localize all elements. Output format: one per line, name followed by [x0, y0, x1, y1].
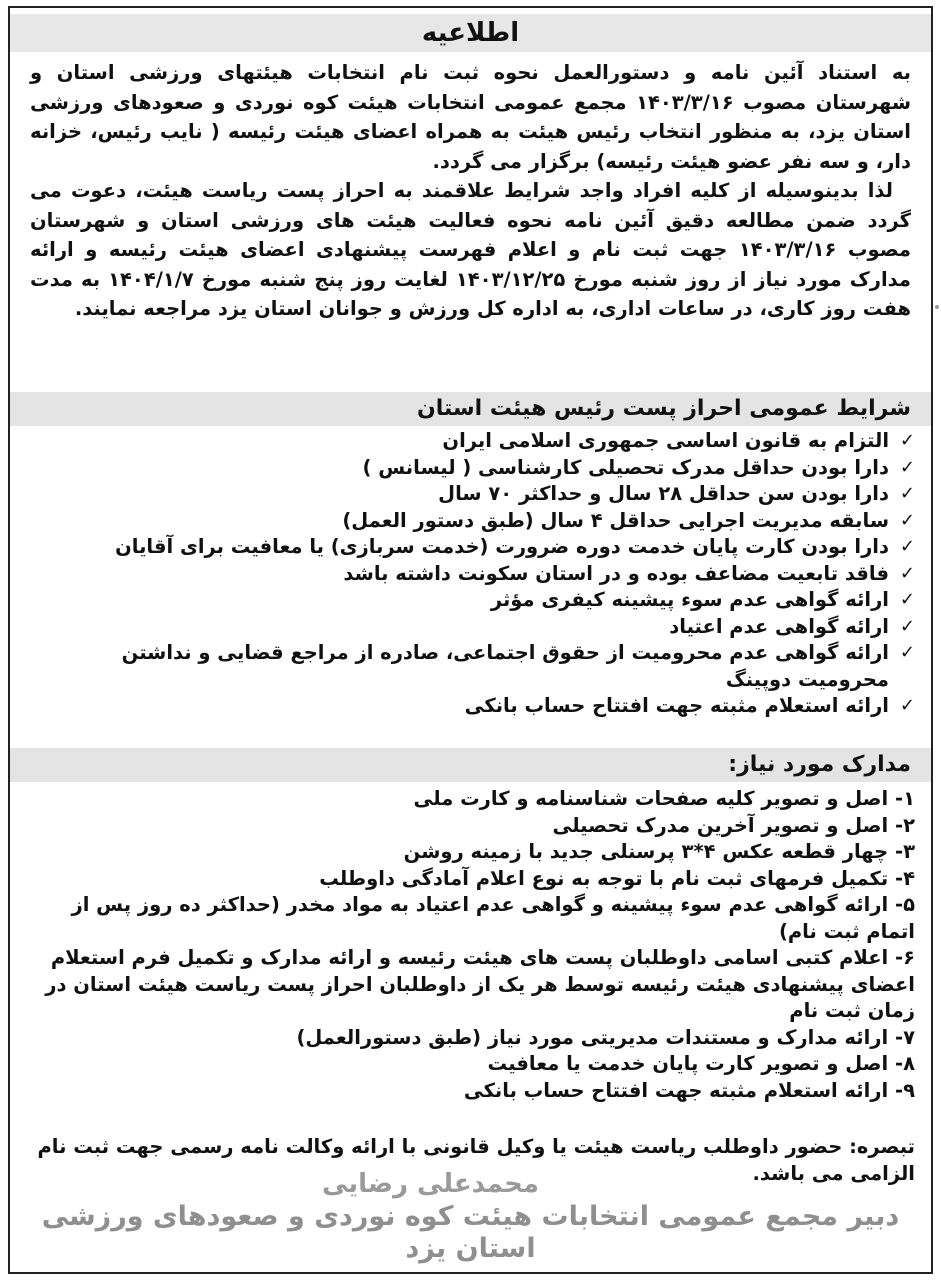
check-icon: ✓: [899, 536, 915, 557]
condition-item: [24, 508, 915, 535]
check-icon: ✓: [899, 642, 915, 663]
document-item: ۹- ارائه استعلام مثبته جهت افتتاح حساب بانکی: [463, 1078, 915, 1102]
condition-item: [24, 640, 915, 693]
condition-item: [24, 587, 915, 614]
condition-text: فاقد تابعیت مضاعف بوده و در استان سکونت داشته باشد: [343, 561, 889, 585]
condition-text: ارائه استعلام مثبته جهت افتتاح حساب بانکی: [464, 694, 889, 717]
condition-item: [24, 561, 915, 588]
condition-item: [24, 455, 915, 482]
document-item: ۶- اعلام کتبی اسامی داوطلبان پست های هیئت رئیسه و ارائه مدارک و تکمیل فرم استعلام اعضای پیشنهادی هیئت رئیسه توسط هر یک از داوطلبان احراز پست ریاست هیئت استان در زمان ثبت نام: [45, 946, 915, 1022]
conditions-header: [10, 392, 931, 426]
signature-name: محمدعلی رضایی: [322, 1169, 539, 1199]
title-bar: [10, 14, 931, 52]
conditions-title: شرایط عمومی احراز پست رئیس هیئت استان: [416, 396, 911, 421]
signature-role: دبیر مجمع عمومی انتخابات هیئت کوه نوردی و صعودهای ورزشی استان یزد: [41, 1201, 900, 1264]
intro-paragraph-1: به استناد آئین نامه و دستورالعمل نحوه ثبت نام انتخابات هیئتهای ورزشی استان و شهرستان مصوب ۱۴۰۳/۳/۱۶ مجمع عمومی انتخابات هیئت کوه نوردی و صعودهای ورزشی استان یزد، به منظور انتخاب رئیس هیئت به همراه اعضای هیئت رئیسه ( نایب رئیس، خزانه دار، و سه نفر عضو هیئت رئیسه) برگزار می گردد.: [30, 61, 911, 173]
condition-text: دارا بودن کارت پایان خدمت دوره ضرورت (خدمت سربازی) یا معافیت برای آقایان: [115, 535, 889, 558]
condition-item: [24, 534, 915, 561]
condition-item: [24, 428, 915, 455]
check-icon: ✓: [899, 456, 915, 478]
intro-text: [30, 58, 911, 324]
check-icon: ✓: [899, 695, 915, 716]
document-item: ۱- اصل و تصویر کلیه صفحات شناسنامه و کارت ملی: [413, 787, 915, 810]
condition-item: [24, 614, 915, 641]
margin-dot: [935, 305, 939, 309]
documents-list: [24, 786, 915, 1104]
condition-text: التزام به قانون اساسی جمهوری اسلامی ایران: [442, 429, 889, 452]
check-icon: ✓: [899, 509, 915, 531]
check-icon: ✓: [899, 483, 915, 504]
check-icon: ✓: [899, 589, 915, 610]
document-item: ۴- تکمیل فرمهای ثبت نام با توجه به نوع اعلام آمادگی داوطلب: [319, 866, 915, 890]
conditions-list: [24, 428, 915, 720]
condition-text: ارائه گواهی عدم اعتیاد: [669, 614, 889, 638]
documents-title: مدارک مورد نیاز:: [728, 752, 911, 777]
document-item: ۲- اصل و تصویر آخرین مدرک تحصیلی: [552, 813, 915, 837]
condition-item: [24, 693, 915, 720]
condition-text: ارائه گواهی عدم سوء پیشینه کیفری مؤثر: [490, 588, 889, 611]
document-item: ۸- اصل و تصویر کارت پایان خدمت یا معافیت: [487, 1052, 915, 1075]
note-label: تبصره:: [849, 1135, 915, 1158]
condition-item: [24, 481, 915, 508]
condition-text: دارا بودن سن حداقل ۲۸ سال و حداکثر ۷۰ سال: [438, 482, 889, 505]
document-item: ۳- چهار قطعه عکس ۴*۳ پرسنلی جدید با زمینه روشن: [403, 840, 915, 863]
document-item: ۵- ارائه گواهی عدم سوء پیشینه و گواهی عدم اعتیاد به مواد مخدر (حداکثر ده روز پس از اتمام ثبت نام): [71, 893, 915, 943]
intro-paragraph-2: لذا بدینوسیله از کلیه افراد واجد شرایط علاقمند به احراز پست ریاست هیئت، دعوت می گردد ضمن مطالعه دقیق آئین نامه نحوه فعالیت هیئت های ورزشی استان و شهرستان مصوب ۱۴۰۳/۳/۱۶ جهت ثبت نام و اعلام فهرست پیشنهادی اعضای هیئت رئیسه و ارائه مدارک مورد نیاز از روز شنبه مورخ ۱۴۰۳/۱۲/۲۵ لغایت روز پنج شنبه مورخ ۱۴۰۴/۱/۷ به مدت هفت روز کاری، در ساعات اداری، به اداره کل ورزش و جوانان استان یزد مراجعه نمایند.: [30, 179, 911, 320]
check-icon: ✓: [899, 615, 915, 637]
check-icon: ✓: [899, 562, 915, 584]
condition-text: دارا بودن حداقل مدرک تحصیلی کارشناسی ( لیسانس ): [362, 455, 889, 479]
signature-block: [20, 1167, 921, 1265]
condition-text: ارائه گواهی عدم محرومیت از حقوق اجتماعی، صادره از مراجع قضایی و نداشتن محرومیت دوپینگ: [121, 641, 889, 691]
document-item: ۷- ارائه مدارک و مستندات مدیریتی مورد نیاز (طبق دستورالعمل): [296, 1025, 915, 1049]
documents-header: [10, 748, 931, 782]
check-icon: ✓: [899, 430, 915, 451]
notice-title: اطلاعیه: [421, 18, 520, 48]
condition-text: سابقه مدیریت اجرایی حداقل ۴ سال (طبق دستور العمل): [342, 508, 889, 532]
note-text: حضور داوطلب ریاست هیئت یا وکیل قانونی با ارائه وکالت نامه رسمی جهت ثبت نام الزامی می باشد.: [37, 1135, 915, 1185]
